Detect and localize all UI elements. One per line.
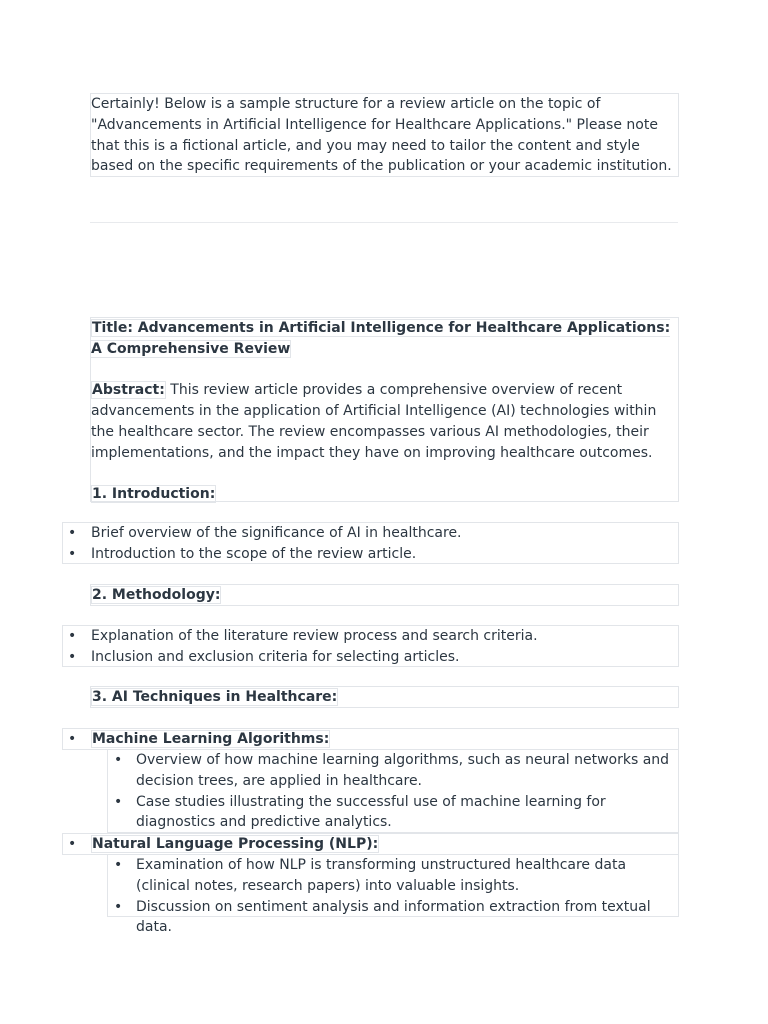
- intro-note-box: [90, 93, 679, 177]
- introduction-list: [91, 523, 678, 565]
- subsection-label-nlp: • Natural Language Processing (NLP):: [91, 834, 678, 855]
- list-item: • Discussion on sentiment analysis and information extraction from textual data.: [136, 897, 678, 939]
- ml-items-box: [107, 749, 679, 833]
- list-item: • Explanation of the literature review process and search criteria.: [91, 626, 678, 647]
- subsection-label-machine-learning: • Machine Learning Algorithms:: [91, 729, 678, 750]
- abstract-text: This review article provides a comprehensive overview of recent advancements in the application of Artificial Intelligence (AI) technologies within the healthcare sector. The review encompasses various AI methodologies, their implementations, and the impact they have on improving healthcare outcomes.: [91, 382, 657, 461]
- article-header-box: [90, 317, 679, 502]
- divider: [90, 222, 678, 223]
- section-heading-introduction: 1. Introduction:: [92, 486, 216, 503]
- article-title-wrap: [91, 319, 670, 358]
- methodology-list-box: [62, 625, 679, 667]
- article-title: Title: Advancements in Artificial Intelligence for Healthcare Applications: A Comprehensive Review: [91, 320, 671, 357]
- list-item: • Inclusion and exclusion criteria for selecting articles.: [91, 647, 678, 668]
- section-heading-methodology: 2. Methodology:: [92, 587, 221, 603]
- abstract-label: Abstract:: [92, 382, 165, 399]
- list-item: • Brief overview of the significance of AI in healthcare.: [91, 523, 678, 544]
- ai-techniques-heading-box: [90, 686, 679, 708]
- list-item: • Case studies illustrating the successful use of machine learning for diagnostics and predictive analytics.: [136, 792, 678, 834]
- abstract: [91, 380, 678, 463]
- nlp-items-list: [136, 855, 678, 938]
- list-item: • Examination of how NLP is transforming unstructured healthcare data (clinical notes, research papers) into valuable insights.: [136, 855, 678, 897]
- nlp-items-box: [107, 854, 679, 936]
- list-item: • Overview of how machine learning algorithms, such as neural networks and decision trees, are applied in healthcare.: [136, 750, 678, 792]
- intro-note-text: Certainly! Below is a sample structure for a review article on the topic of "Advancements in Artificial Intelligence for Healthcare Applications." Please note that this is a fictional article, and you may need to tailor the content and style based on the specific requirements of the publication or your academic institution.: [91, 96, 672, 175]
- nlp-label-box: [62, 833, 679, 855]
- methodology-list: [91, 626, 678, 668]
- methodology-heading-box: [90, 584, 679, 606]
- ml-items-list: [136, 750, 678, 833]
- ml-label-box: [62, 728, 679, 750]
- introduction-list-box: [62, 522, 679, 564]
- section-heading-ai-techniques: 3. AI Techniques in Healthcare:: [92, 689, 338, 705]
- list-item: • Introduction to the scope of the review article.: [91, 544, 678, 565]
